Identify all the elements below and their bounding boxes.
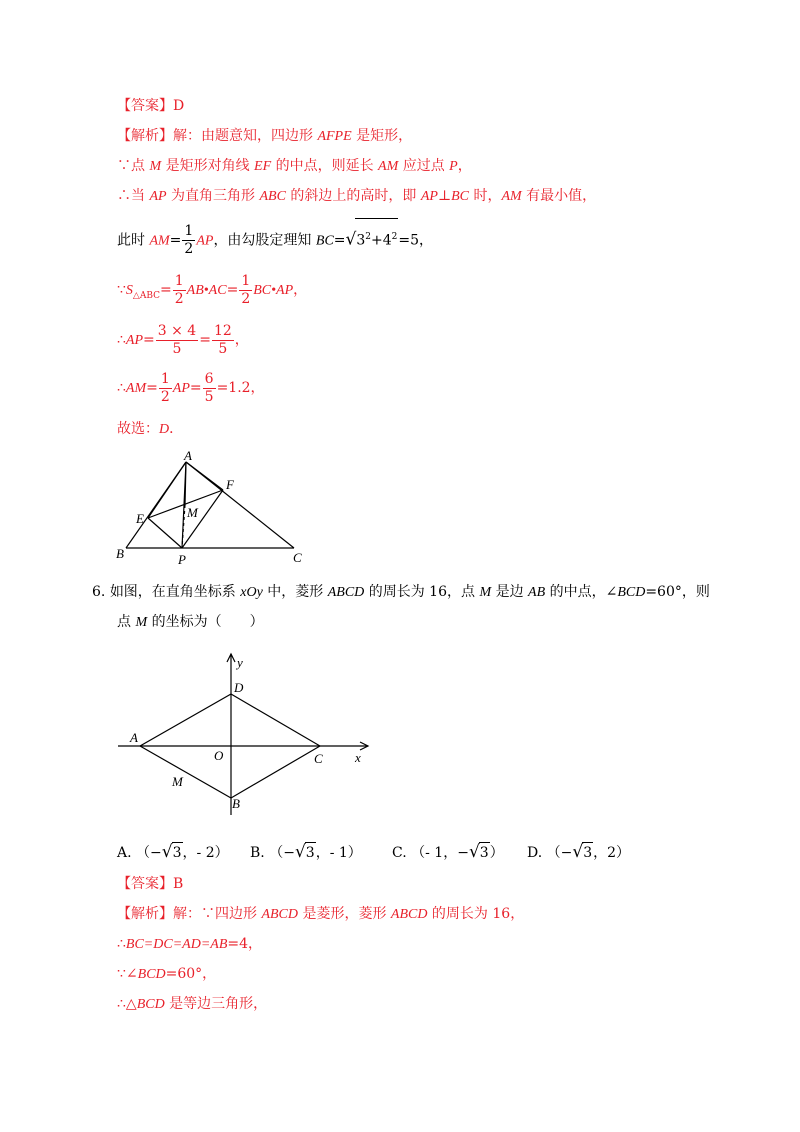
numerator: 3 × 4: [157, 322, 197, 339]
text: 中，菱形: [262, 584, 328, 600]
answer-line-1: [117, 96, 184, 116]
text: 的斜边上的高时，即: [285, 188, 421, 204]
var: AFPE: [317, 129, 352, 144]
text: （−: [546, 845, 573, 861]
triangle-figure: [110, 450, 320, 570]
var: AM: [501, 189, 522, 204]
text: ∴: [117, 332, 126, 348]
text: =60°，: [165, 966, 217, 982]
var: AM: [125, 381, 147, 396]
var: ABCD: [261, 907, 299, 922]
option-key: D.: [527, 845, 543, 861]
var: AP: [420, 189, 438, 204]
label-M: M: [172, 774, 183, 789]
analysis-label: 【解析】: [117, 906, 173, 922]
text: 是等边三角形，: [164, 996, 268, 1012]
text: ∴△: [117, 996, 137, 1012]
text: 的周长为 16，: [427, 906, 525, 922]
text: =60°，则: [645, 584, 710, 600]
option-b: [250, 842, 362, 863]
option-c: [392, 842, 504, 863]
radical-sign: √: [161, 842, 173, 862]
text: ）: [489, 845, 504, 861]
var: EF: [254, 159, 272, 174]
text: ⊥: [437, 188, 452, 204]
text: ∵∠: [117, 966, 138, 982]
seg-CB: [231, 746, 320, 798]
text: 解：由题意知，四边形: [173, 128, 318, 144]
label-O: O: [214, 748, 224, 763]
answer-value: B: [173, 876, 184, 892]
text: ，由勾股定理知: [213, 232, 316, 249]
text: =: [160, 282, 172, 298]
denominator: 5: [204, 388, 214, 405]
radicand: 3: [479, 842, 490, 863]
text: （- 1，−: [411, 845, 469, 861]
text: ，: [234, 332, 249, 348]
op: +: [371, 232, 383, 249]
var: BCD: [617, 585, 646, 600]
text: ∵点: [117, 158, 150, 174]
fraction: [182, 223, 195, 258]
text: 的坐标为（ ）: [147, 614, 264, 630]
analysis-line-8: [117, 419, 183, 440]
text: =: [143, 332, 155, 348]
analysis-line-5: [117, 272, 307, 314]
text: ．: [169, 421, 184, 437]
seg-EP: [148, 518, 182, 548]
analysis-line-6: [117, 322, 249, 359]
fraction: [212, 323, 234, 358]
text: =5，: [398, 232, 434, 249]
text: ，: [293, 282, 308, 298]
fraction: [159, 371, 172, 406]
label-C: C: [293, 550, 302, 565]
analysis-line-3: [117, 186, 596, 207]
numerator: 1: [160, 370, 170, 387]
var: AM: [378, 159, 399, 174]
text: （−: [269, 845, 295, 861]
text: =: [226, 282, 239, 298]
numerator: 1: [174, 272, 184, 289]
fraction: [156, 323, 198, 358]
text: =4，: [227, 936, 263, 952]
var: BC=DC=AD=AB: [125, 937, 228, 952]
option-key: C.: [392, 845, 407, 861]
label-A: A: [130, 730, 138, 745]
label-E: E: [136, 511, 144, 526]
var: M: [479, 585, 492, 600]
label-B: B: [232, 796, 240, 811]
text: 是矩形对角线: [161, 158, 255, 174]
num: 3: [356, 232, 366, 249]
denominator: 5: [218, 340, 228, 357]
var: AP: [196, 233, 214, 249]
seg-AE: [148, 462, 186, 518]
exp: 2: [365, 232, 372, 242]
radicand: 3: [305, 842, 316, 863]
label-C: C: [314, 751, 323, 766]
label-D: D: [234, 680, 244, 695]
label-A: A: [184, 450, 192, 463]
analysis-label: 【解析】: [117, 128, 173, 144]
subscript: △ABC: [132, 290, 161, 301]
answer-line-2: [117, 874, 183, 894]
num: 4: [382, 232, 392, 249]
var: AP: [149, 189, 167, 204]
text: ∴当: [117, 188, 150, 204]
text: ，: [457, 158, 472, 174]
fraction: [203, 371, 216, 406]
var: S: [125, 283, 133, 298]
analysis2-line-3: [117, 964, 216, 985]
var: ABC: [259, 189, 286, 204]
text: =: [189, 380, 202, 396]
option-key: B.: [250, 845, 265, 861]
analysis2-line-2: [117, 934, 262, 955]
numerator: 1: [184, 223, 194, 240]
label-y: y: [237, 655, 243, 670]
text: =: [333, 232, 346, 249]
text: 是边: [491, 584, 529, 600]
analysis-line-2: [117, 156, 472, 177]
var: BCD: [137, 967, 166, 982]
label-P: P: [178, 552, 186, 567]
text: 是矩形，: [351, 128, 413, 144]
analysis2-line-1: [117, 904, 524, 925]
denominator: 2: [241, 290, 251, 307]
var: BCD: [136, 997, 165, 1012]
var: BC: [315, 233, 334, 249]
numerator: 1: [241, 272, 251, 289]
text: 点: [117, 614, 136, 630]
analysis-line-7: [117, 370, 265, 407]
answer-value: D: [173, 98, 185, 114]
denominator: 2: [174, 290, 184, 307]
option-d: [527, 842, 630, 863]
text: 的中点，则延长: [271, 158, 379, 174]
denominator: 5: [172, 340, 182, 357]
radicand: 3: [582, 842, 593, 863]
analysis2-line-4: [117, 994, 267, 1015]
analysis-line-4: [117, 218, 433, 260]
var: AP: [125, 333, 144, 348]
text: =: [169, 232, 182, 249]
var: AB: [528, 585, 546, 600]
text: （−: [136, 845, 162, 861]
exp: 2: [391, 232, 398, 242]
label-B: B: [116, 546, 124, 561]
seg-AF: [186, 462, 223, 490]
var: D: [159, 422, 170, 437]
label-F: F: [226, 477, 234, 492]
var: ABCD: [327, 585, 365, 600]
text: 故选：: [117, 421, 159, 437]
rhombus-figure: [110, 650, 390, 820]
numerator: 12: [213, 322, 232, 339]
label-M: M: [187, 505, 198, 520]
text: 是菱形，菱形: [298, 906, 391, 922]
text: 为直角三角形: [166, 188, 260, 204]
text: ∴: [117, 380, 126, 396]
denominator: 2: [184, 241, 194, 258]
text: 的中点，∠: [545, 584, 618, 600]
analysis-line-1: [117, 126, 412, 147]
label-x: x: [355, 750, 361, 765]
radical-sign: √: [468, 842, 480, 862]
var: BC•AP: [253, 283, 294, 298]
text: =: [199, 332, 211, 348]
numerator: 6: [204, 370, 214, 387]
text: =1.2，: [216, 380, 265, 396]
radicand: 3: [172, 842, 183, 863]
question-number: 6.: [92, 584, 106, 600]
var: P: [449, 159, 458, 174]
fraction: [239, 273, 252, 308]
text: =: [146, 380, 158, 396]
fraction: [173, 273, 186, 308]
var: AM: [149, 233, 170, 249]
answer-label: 【答案】: [117, 98, 173, 114]
radical-sign: √: [345, 229, 357, 250]
text: ∵: [117, 282, 126, 298]
denominator: 2: [160, 388, 170, 405]
radical-sign: √: [572, 842, 584, 862]
radicand: [355, 218, 398, 259]
var: AB•AC: [186, 283, 227, 298]
text: 时，: [469, 188, 502, 204]
question-6-line-1: [92, 582, 710, 603]
text: 有最小值，: [521, 188, 597, 204]
var: xOy: [240, 585, 263, 600]
seg-DC: [231, 694, 320, 746]
text: ，2）: [593, 845, 631, 861]
seg-AD: [140, 694, 231, 746]
option-key: A.: [117, 845, 132, 861]
text: 此时: [117, 232, 150, 249]
var: M: [149, 159, 162, 174]
text: 应过点: [398, 158, 450, 174]
text: 解：∵四边形: [173, 906, 262, 922]
var: ABCD: [390, 907, 428, 922]
var: M: [135, 615, 148, 630]
text: ，- 2）: [182, 845, 229, 861]
text: ，- 1）: [315, 845, 362, 861]
var: BC: [451, 189, 469, 204]
question-6-line-2: [117, 612, 264, 633]
text: ∴: [117, 936, 126, 952]
var: AP: [172, 381, 190, 396]
answer-label: 【答案】: [117, 876, 173, 892]
option-a: [117, 842, 229, 863]
text: 如图，在直角坐标系: [109, 584, 241, 600]
radical-sign: √: [294, 842, 306, 862]
text: 的周长为 16，点: [364, 584, 480, 600]
